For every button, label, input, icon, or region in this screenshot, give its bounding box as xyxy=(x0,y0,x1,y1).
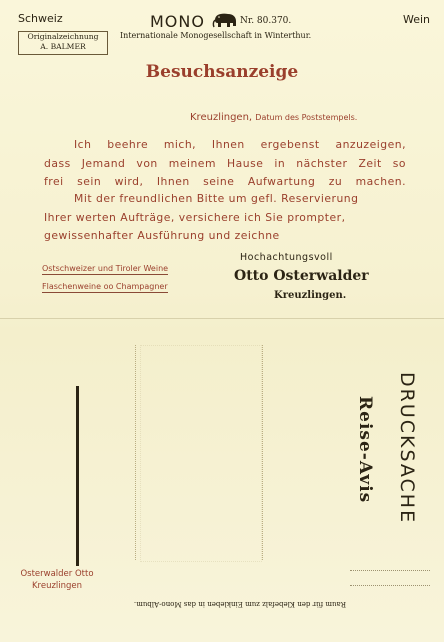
dotted-guide xyxy=(262,345,263,560)
original-drawing-label: Originalzeichnung xyxy=(27,32,99,41)
back-sender xyxy=(12,568,102,592)
paragraph-1-line: frei sein wird, Ihnen seine Aufwartung zu machen. xyxy=(44,175,406,188)
place-date-note: Datum des Poststempels. xyxy=(255,113,358,122)
original-drawing-box xyxy=(18,31,108,55)
back-sender-city: Kreuzlingen xyxy=(31,581,83,591)
album-slot-outline xyxy=(140,345,262,562)
artist-name: A. BALMER xyxy=(40,42,86,51)
place-line xyxy=(190,112,357,123)
paragraph-1-line: dass Jemand von meinem Hause in nächster Zeit so xyxy=(44,156,406,170)
sender-name: Otto Osterwalder xyxy=(234,268,369,284)
paragraph-1 xyxy=(44,136,406,192)
fold-line xyxy=(0,318,444,319)
brand-subtitle: Internationale Monogesellschaft in Winterthur. xyxy=(120,31,312,40)
header-right-label: Wein xyxy=(402,13,430,26)
vertical-rule xyxy=(76,386,79,566)
place-city: Kreuzlingen, xyxy=(190,112,253,123)
slogan-wines: Ostschweizer und Tiroler Weine xyxy=(42,264,169,273)
brand-number: Nr. 80.370. xyxy=(240,16,292,26)
paragraph-2-line: Ihrer werten Aufträge, versichere ich Sie prompter, xyxy=(44,210,346,224)
address-line xyxy=(350,570,430,571)
elephant-icon xyxy=(212,11,238,29)
page-title: Besuchsanzeige xyxy=(145,62,299,82)
paragraph-2 xyxy=(44,190,406,246)
slogan-champagne: Flaschenweine oo Champagner xyxy=(42,282,168,291)
brand-name: MONO xyxy=(150,12,205,31)
paragraph-2-line: Mit der freundlichen Bitte um gefl. Reservierung xyxy=(74,192,359,205)
album-note: Raum für den Klebefalz zum Einkleben in das Mono-Album. xyxy=(133,600,347,608)
dotted-guide xyxy=(135,345,136,560)
reise-avis-label: Reise-Avis xyxy=(355,396,375,504)
closing-regards: Hochachtungsvoll xyxy=(240,252,333,263)
header-left-label: Schweiz xyxy=(18,12,63,25)
drucksache-label: DRUCKSACHE xyxy=(396,372,418,525)
paragraph-2-line: gewissenhafter Ausführung und zeichne xyxy=(44,229,280,242)
sender-city: Kreuzlingen. xyxy=(274,290,347,301)
back-sender-name: Osterwalder Otto xyxy=(20,569,94,579)
paragraph-1-line: Ich beehre mich, Ihnen ergebenst anzuzeigen, xyxy=(74,138,406,151)
address-line xyxy=(350,585,430,586)
